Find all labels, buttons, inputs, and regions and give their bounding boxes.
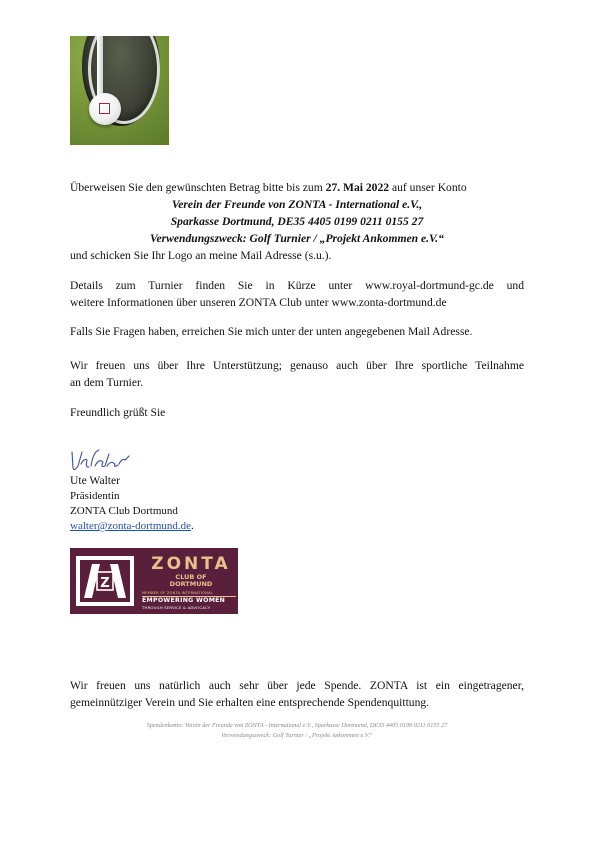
logo-request: und schicken Sie Ihr Logo an meine Mail Adresse (s.u.).	[70, 249, 332, 262]
zonta-wordmark: ZONTA	[151, 554, 231, 574]
details-line-1: Details zum Turnier finden Sie in Kürze unter www.royal-dortmund-gc.de und	[70, 279, 524, 292]
golf-ball	[89, 93, 121, 125]
bank-account: Sparkasse Dortmund, DE35 4405 0199 0211 0155 27	[170, 215, 424, 228]
signer-name: Ute Walter	[70, 474, 121, 487]
transfer-text: Überweisen Sie den gewünschten Betrag bitte bis zum	[70, 181, 326, 194]
zonta-member-line: MEMBER OF ZONTA INTERNATIONAL	[142, 591, 236, 597]
deadline-date: 27. Mai 2022	[325, 181, 390, 194]
signer-club: ZONTA Club Dortmund	[70, 505, 178, 517]
transfer-text-suffix: auf unser Konto	[389, 181, 467, 194]
zonta-city: DORTMUND	[169, 580, 213, 588]
thanks-line-2: an dem Turnier.	[70, 376, 144, 389]
golf-hole-photo	[70, 36, 169, 145]
zonta-club-of	[148, 574, 234, 588]
footer-account: Spendenkonto: Verein der Freunde von ZONTA - International e.V., Sparkasse Dortmund, DE35 4405 0199 0211 0155 27	[146, 722, 448, 729]
zonta-emblem-icon	[76, 556, 134, 606]
donation-line-2: gemeinnütziger Verein und Sie erhalten eine entsprechende Spendenquittung.	[70, 696, 430, 709]
email-period: .	[191, 520, 194, 532]
signer-email-line	[70, 519, 370, 534]
closing-greeting: Freundlich grüßt Sie	[70, 406, 166, 419]
zonta-emblem-inner	[80, 560, 130, 602]
flagstick	[97, 36, 103, 98]
account-name: Verein der Freunde von ZONTA - International e.V.,	[171, 198, 423, 211]
zonta-emblem-graphic	[80, 560, 130, 602]
zonta-subtagline: THROUGH SERVICE & ADVOCACY	[142, 605, 211, 610]
donation-line-1: Wir freuen uns natürlich auch sehr über jede Spende. ZONTA ist ein eingetragener,	[70, 679, 524, 692]
zonta-tagline: EMPOWERING WOMEN	[142, 597, 226, 604]
payment-purpose: Verwendungszweck: Golf Turnier / „Projekt Ankommen e.V.“	[150, 232, 444, 245]
signer-role: Präsidentin	[70, 490, 120, 502]
details-line-2: weitere Informationen über unseren ZONTA Club unter www.zonta-dortmund.de	[70, 296, 447, 309]
zonta-club-logo	[70, 548, 238, 614]
zonta-club-of-text: CLUB OF	[175, 573, 207, 581]
thanks-line-1: Wir freuen uns über Ihre Unterstützung; genauso auch über Ihre sportliche Teilnahme	[70, 359, 524, 372]
questions-text: Falls Sie Fragen haben, erreichen Sie mich unter der unten angegebenen Mail Adresse.	[70, 325, 473, 338]
transfer-intro	[70, 179, 530, 196]
footer-purpose: Verwendungszweck: Golf Turnier / „Projekt Ankommen e.V.“	[221, 732, 373, 739]
signer-email-link[interactable]: walter@zonta-dortmund.de	[70, 520, 192, 532]
zonta-emblem-letter: Z	[100, 576, 110, 591]
zonta-emblem-on-ball	[99, 103, 110, 114]
